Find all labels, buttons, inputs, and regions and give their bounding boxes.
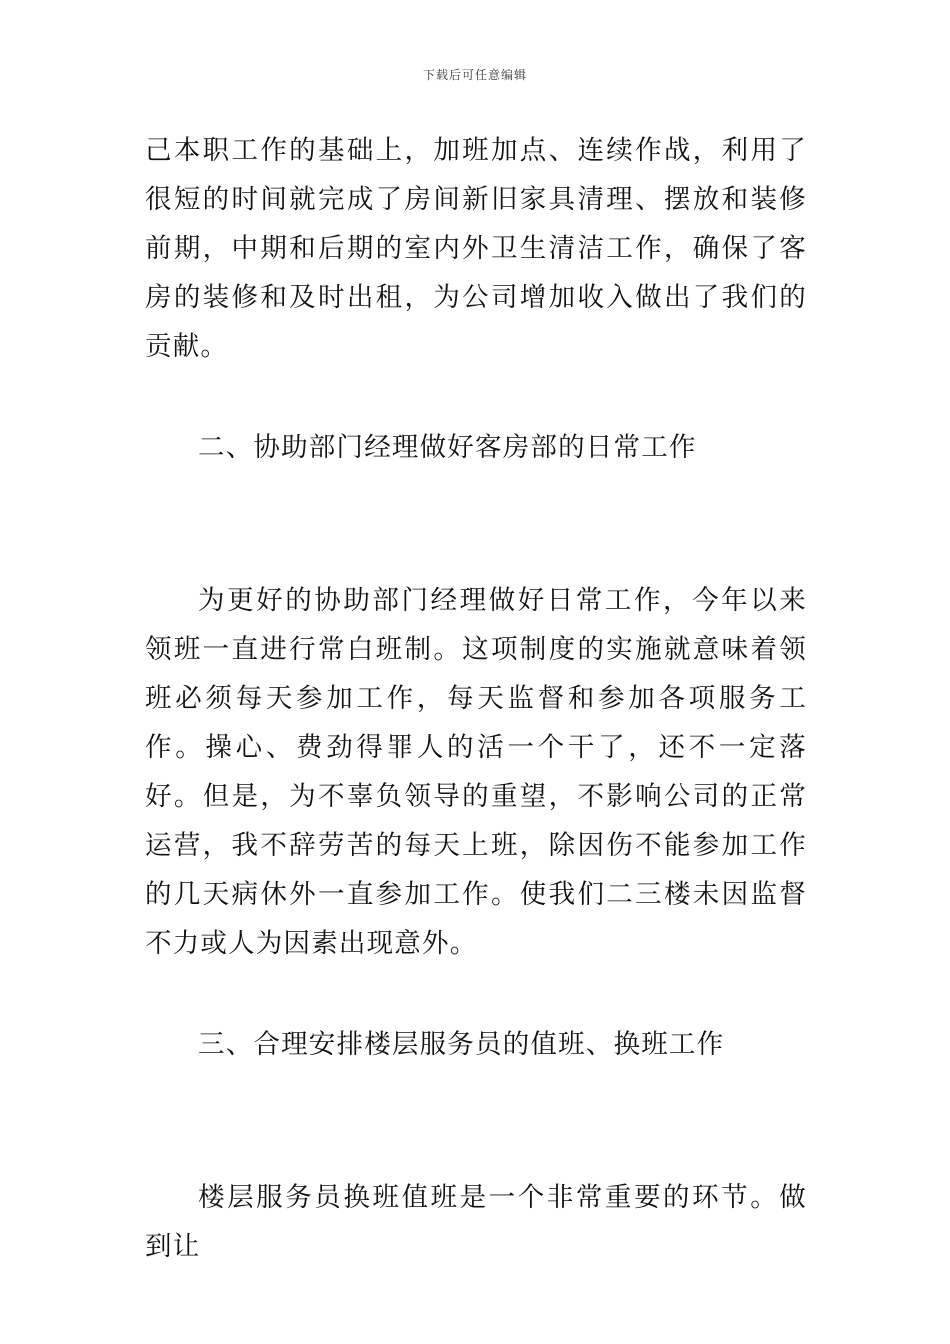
body-paragraph-continuation: 己本职工作的基础上，加班加点、连续作战，利用了很短的时间就完成了房间新旧家具清理、摆放和装修前期，中期和后期的室内外卫生清洁工作，确保了客房的装修和及时出租，为公司增加收入做出了我们的贡献。 — [145, 135, 807, 362]
body-paragraph-daily-work: 为更好的协助部门经理做好日常工作，今年以来领班一直进行常白班制。这项制度的实施就意味着领班必须每天参加工作，每天监督和参加各项服务工作。操心、费劲得罪人的活一个干了，还不一定落好。但是，为不辜负领导的重望，不影响公司的正常运营，我不辞劳苦的每天上班，除因伤不能参加工作的几天病休外一直参加工作。使我们二三楼未因监督不力或人为因素出现意外。 — [145, 585, 807, 959]
section-heading-3: 三、合理安排楼层服务员的值班、换班工作 — [198, 1029, 725, 1060]
body-paragraph-shift-arrangement: 楼层服务员换班值班是一个非常重要的环节。做到让 — [145, 1182, 807, 1262]
page-header-note: 下载后可任意编辑 — [422, 68, 527, 82]
section-heading-2: 二、协助部门经理做好客房部的日常工作 — [198, 432, 697, 463]
